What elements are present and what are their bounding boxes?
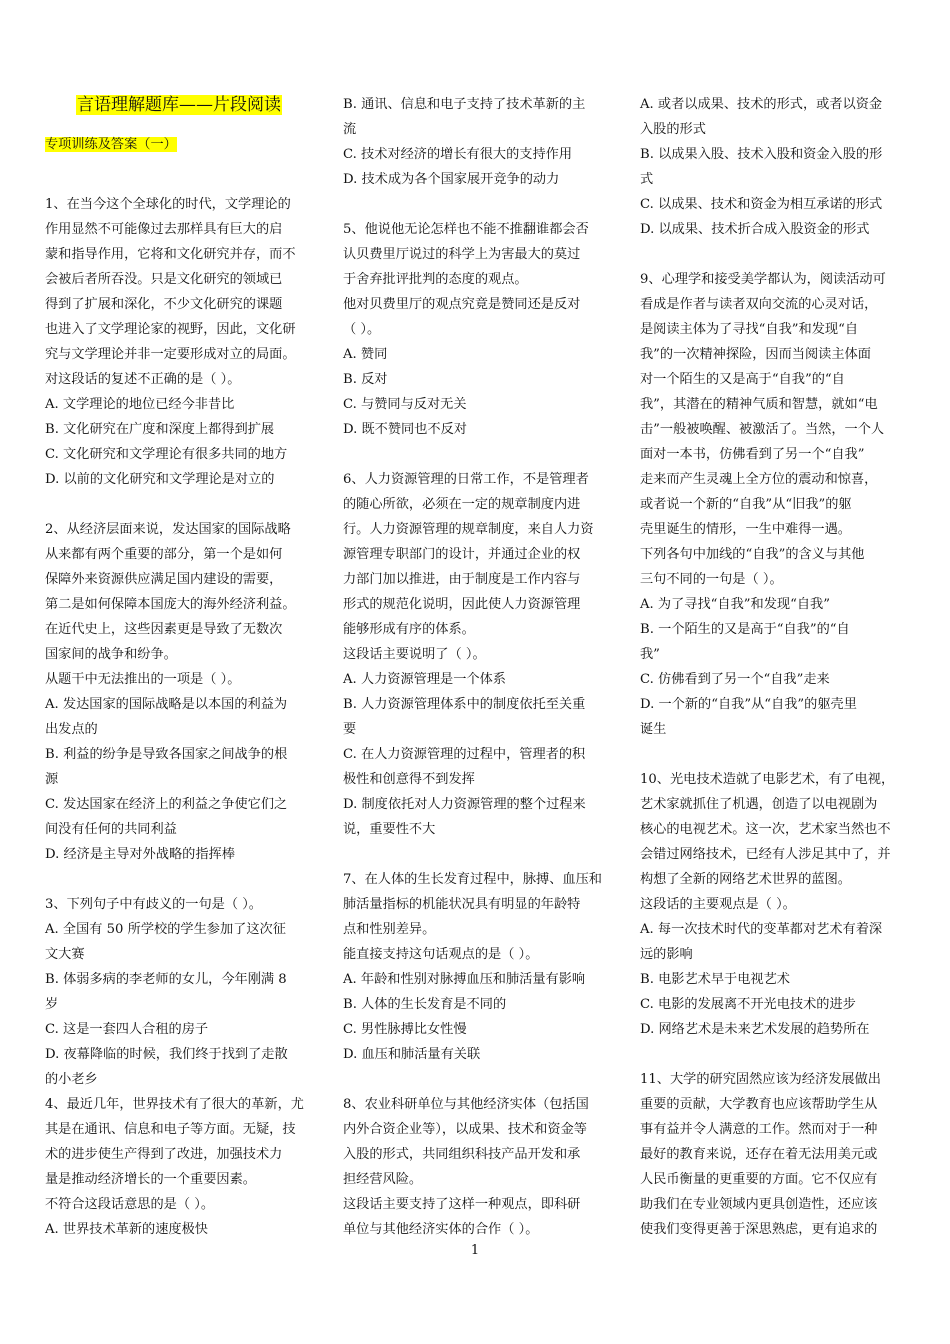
question-11 [640,1067,906,1242]
answer-option: D. 血压和肺活量有关联 [343,1047,481,1062]
question-stem-line: 会被后者所吞没。只是文化研究的领域已 [45,272,283,287]
answer-option: B. 人力资源管理体系中的制度依托至关重 [343,697,586,712]
answer-option: 入股的形式 [640,122,706,137]
question-stem-line: 壳里诞生的情形，一生中难得一遇。 [640,522,851,537]
question-stem-line: 量是推动经济增长的一个重要因素。 [45,1172,256,1187]
question-stem-line: 我”的一次精神探险，因而当阅读主体面 [640,347,871,362]
answer-option: C. 仿佛看到了另一个“自我”走来 [640,672,830,687]
answer-option: 要 [343,722,357,737]
answer-option: B. 以成果入股、技术入股和资金入股的形 [640,147,883,162]
question-4-continued [343,92,609,192]
question-stem-line: 行。人力资源管理的规章制度，来自人力资 [343,522,594,537]
question-prompt: 对这段话的复述不正确的是（ ）。 [45,372,241,387]
answer-option: B. 利益的纷争是导致各国家之间战争的根 [45,747,288,762]
question-stem-line: 助我们在专业领域内更具创造性，还应该 [640,1197,878,1212]
question-prompt: 这段话主要说明了（ ）。 [343,647,486,662]
answer-option: A. 赞同 [343,347,388,362]
question-10 [640,767,906,1042]
answer-option: A. 或者以成果、技术的形式，或者以资金 [640,97,883,112]
answer-option: 出发点的 [45,722,98,737]
question-stem-line: 4、最近几年，世界技术有了很大的革新，尤 [45,1097,304,1112]
question-prompt: 单位与其他经济实体的合作（ ）。 [343,1222,539,1237]
question-stem-line: 7、在人体的生长发育过程中，脉搏、血压和 [343,872,602,887]
question-stem-line: 第二是如何保障本国庞大的海外经济利益。 [45,597,296,612]
column-1 [45,92,313,1242]
section-subtitle: 专项训练及答案（一） [45,137,177,152]
question-prompt: 下列各句中加线的“自我”的含义与其他 [640,547,865,562]
question-7 [343,867,609,1067]
answer-option: B. 一个陌生的又是高于“自我”的“自 [640,622,850,637]
question-prompt: 他对贝费里厅的观点究竟是赞同还是反对 [343,297,581,312]
question-prompt: 从题干中无法推出的一项是（ ）。 [45,672,241,687]
question-stem-line: 肺活量指标的机能状况具有明显的年龄特 [343,897,581,912]
answer-option: 间没有任何的共同利益 [45,822,177,837]
question-3 [45,892,313,1092]
answer-option: A. 世界技术革新的速度极快 [45,1222,208,1237]
answer-option: D. 经济是主导对外战略的指挥棒 [45,847,235,862]
question-stem-line: 也进入了文学理论家的视野，因此，文化研 [45,322,296,337]
question-6 [343,467,609,842]
question-stem-line: 或者说一个新的“自我”从“旧我”的躯 [640,497,852,512]
question-stem-line: 对一个陌生的又是高于“自我”的“自 [640,372,845,387]
answer-option: 极性和创意得不到发挥 [343,772,475,787]
question-stem-line: 究与文学理论并非一定要形成对立的局面。 [45,347,296,362]
question-stem-line: 担经营风险。 [343,1172,423,1187]
document-title: 言语理解题库——片段阅读 [77,95,281,115]
answer-option: C. 技术对经济的增长有很大的支持作用 [343,147,573,162]
question-stem-line: 9、心理学和接受美学都认为，阅读活动可 [640,272,886,287]
question-stem-line: 击”一般被唤醒、被激活了。当然，一个人 [640,422,885,437]
answer-option: C. 文化研究和文学理论有很多共同的地方 [45,447,288,462]
answer-option: A. 文学理论的地位已经今非昔比 [45,397,235,412]
question-stem-line: 核心的电视艺术。这一次，艺术家当然也不 [640,822,891,837]
question-stem-line: 3、下列句子中有歧义的一句是（ ）。 [45,897,262,912]
question-5 [343,217,609,442]
question-4 [45,1092,313,1242]
answer-option: 文大赛 [45,947,85,962]
question-stem-line: 11、大学的研究固然应该为经济发展做出 [640,1072,881,1087]
answer-option: 的小老乡 [45,1072,98,1087]
answer-option: B. 反对 [343,372,388,387]
question-stem-line: 1、在当今这个全球化的时代，文学理论的 [45,197,291,212]
question-stem-line: 认贝费里厅说过的科学上为害最大的莫过 [343,247,581,262]
question-stem-line: 5、他说他无论怎样也不能不推翻谁都会否 [343,222,589,237]
column-3 [640,92,906,1242]
question-9 [640,267,906,742]
question-stem-line: 术的进步使生产得到了改进，加强技术力 [45,1147,283,1162]
question-stem-line: 人民币衡量的更重要的方面。它不仅应有 [640,1172,878,1187]
question-prompt: 不符合这段话意思的是（ ）。 [45,1197,215,1212]
page-number: 1 [470,1243,480,1258]
question-stem-line: 10、光电技术造就了电影艺术，有了电视， [640,772,895,787]
answer-option: 源 [45,772,59,787]
answer-option: 我” [640,647,660,662]
answer-option: C. 在人力资源管理的过程中，管理者的积 [343,747,586,762]
answer-option: D. 以前的文化研究和文学理论是对立的 [45,472,275,487]
question-prompt: 三句不同的一句是（ ）。 [640,572,783,587]
question-prompt: 这段话主要支持了这样一种观点，即科研 [343,1197,581,1212]
column-2 [343,92,609,1242]
answer-option: A. 全国有 50 所学校的学生参加了这次征 [45,922,286,937]
question-stem-line: 构想了全新的网络艺术世界的蓝图。 [640,872,851,887]
question-stem-line: 于舍弃批评批判的态度的观点。 [343,272,528,287]
question-stem-line: 在近代史上，这些因素更是导致了无数次 [45,622,283,637]
question-stem-line: 事有益并令人满意的工作。然而对于一种 [640,1122,878,1137]
question-stem-line: 保障外来资源供应满足国内建设的需要， [45,572,283,587]
answer-option: D. 网络艺术是未来艺术发展的趋势所在 [640,1022,870,1037]
answer-option: C. 以成果、技术和资金为相互承诺的形式 [640,197,883,212]
answer-option: C. 电影的发展离不开光电技术的进步 [640,997,856,1012]
answer-option: B. 通讯、信息和电子支持了技术革新的主 [343,97,586,112]
question-stem-line: 源管理专职部门的设计，并通过企业的权 [343,547,581,562]
question-stem-line: 内外合资企业等），以成果、技术和资金等 [343,1122,587,1137]
answer-option: 远的影响 [640,947,693,962]
question-stem-line: 2、从经济层面来说，发达国家的国际战略 [45,522,291,537]
answer-option: 流 [343,122,357,137]
question-stem-line: 走来而产生灵魂上全方位的震动和惊喜， [640,472,878,487]
answer-option: C. 这是一套四人合租的房子 [45,1022,209,1037]
question-stem-line: 8、农业科研单位与其他经济实体（包括国 [343,1097,589,1112]
question-prompt: 能直接支持这句话观点的是（ ）。 [343,947,539,962]
question-8-continued [640,92,906,242]
question-stem-line: 从来都有两个重要的部分，第一个是如何 [45,547,283,562]
question-stem-line: 我”，其潜在的精神气质和智慧，就如“电 [640,397,878,412]
answer-option: A. 人力资源管理是一个体系 [343,672,506,687]
question-stem-line: 点和性别差异。 [343,922,436,937]
question-stem-line: 面对一本书，仿佛看到了另一个“自我” [640,447,865,462]
answer-option: D. 一个新的“自我”从“自我”的躯壳里 [640,697,857,712]
question-prompt: （ ）。 [343,322,381,337]
question-1 [45,192,313,492]
answer-option: D. 夜幕降临的时候，我们终于找到了走散 [45,1047,288,1062]
answer-option: 诞生 [640,722,667,737]
question-stem-line: 最好的教育来说，还存在着无法用美元或 [640,1147,878,1162]
answer-option: A. 每一次技术时代的变革都对艺术有着深 [640,922,883,937]
answer-option: D. 技术成为各个国家展开竞争的动力 [343,172,560,187]
question-stem-line: 形式的规范化说明，因此使人力资源管理 [343,597,581,612]
answer-option: B. 电影艺术早于电视艺术 [640,972,790,987]
question-stem-line: 国家间的战争和纷争。 [45,647,177,662]
answer-option: C. 男性脉搏比女性慢 [343,1022,467,1037]
question-stem-line: 看成是作者与读者双向交流的心灵对话， [640,297,878,312]
answer-option: B. 体弱多病的李老师的女儿，今年刚满 8 [45,972,287,987]
answer-option: D. 制度依托对人力资源管理的整个过程来 [343,797,586,812]
question-stem-line: 的随心所欲，必须在一定的规章制度内进 [343,497,581,512]
answer-option: D. 以成果、技术折合成入股资金的形式 [640,222,870,237]
question-stem-line: 入股的形式，共同组织科技产品开发和承 [343,1147,581,1162]
answer-option: 岁 [45,997,59,1012]
answer-option: B. 文化研究在广度和深度上都得到扩展 [45,422,275,437]
question-stem-line: 是阅读主体为了寻找“自我”和发现“自 [640,322,859,337]
question-stem-line: 作用显然不可能像过去那样具有巨大的启 [45,222,283,237]
answer-option: C. 与赞同与反对无关 [343,397,467,412]
answer-option: 式 [640,172,654,187]
question-8 [343,1092,609,1242]
question-stem-line: 会错过网络技术，已经有人涉足其中了，并 [640,847,891,862]
question-stem-line: 力部门加以推进，由于制度是工作内容与 [343,572,581,587]
answer-option: 说，重要性不大 [343,822,436,837]
answer-option: A. 为了寻找“自我”和发现“自我” [640,597,830,612]
question-stem-line: 艺术家就抓住了机遇，创造了以电视剧为 [640,797,878,812]
answer-option: D. 既不赞同也不反对 [343,422,467,437]
question-stem-line: 能够形成有序的体系。 [343,622,475,637]
question-stem-line: 6、人力资源管理的日常工作，不是管理者 [343,472,589,487]
answer-option: C. 发达国家在经济上的利益之争使它们之 [45,797,288,812]
answer-option: B. 人体的生长发育是不同的 [343,997,507,1012]
question-stem-line: 使我们变得更善于深思熟虑，更有追求的 [640,1222,878,1237]
answer-option: A. 年龄和性别对脉搏血压和肺活量有影响 [343,972,586,987]
answer-option: A. 发达国家的国际战略是以本国的利益为 [45,697,288,712]
question-stem-line: 其是在通讯、信息和电子等方面。无疑，技 [45,1122,296,1137]
question-stem-line: 得到了扩展和深化，不少文化研究的课题 [45,297,283,312]
question-stem-line: 重要的贡献，大学教育也应该帮助学生从 [640,1097,878,1112]
question-2 [45,517,313,867]
question-prompt: 这段话的主要观点是（ ）。 [640,897,796,912]
question-stem-line: 蒙和指导作用，它将和文化研究并存，而不 [45,247,296,262]
